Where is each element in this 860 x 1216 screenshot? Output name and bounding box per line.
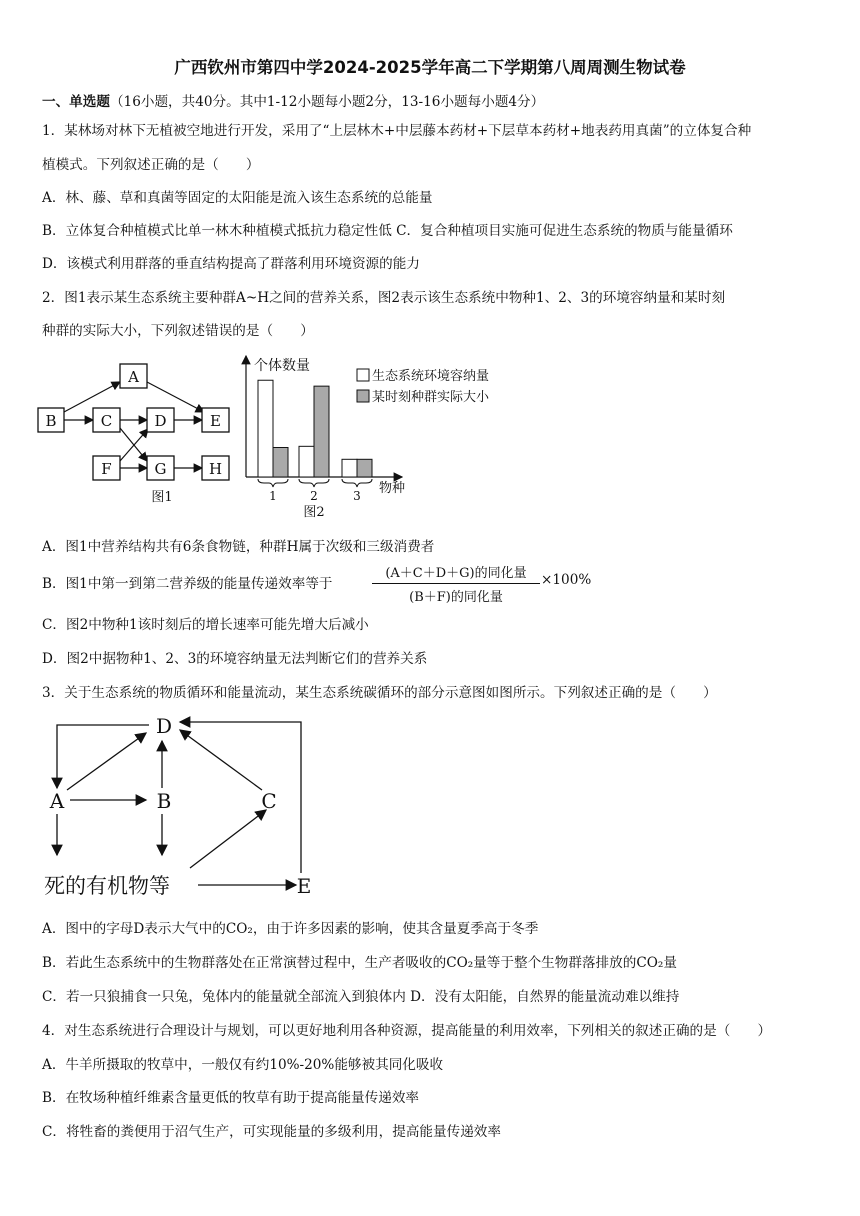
x-axis-label: 物种 (379, 481, 406, 496)
bar-species-3-capacity (342, 459, 357, 477)
legend-actual: 某时刻种群实际大小 (372, 390, 490, 405)
page-title: 广西钦州市第四中学2024-2025学年高二下学期第八周周测生物试卷 (174, 58, 686, 77)
q4-option-b: B．在牧场种植纤维素含量更低的牧草有助于提高能量传递效率 (42, 1090, 420, 1106)
fig2-caption: 图2 (303, 505, 325, 520)
dead-organic-matter-label: 死的有机物等 (44, 874, 170, 898)
x-tick-1: 1 (269, 489, 277, 503)
node-f: F (101, 460, 112, 478)
arrow-dead-c (190, 810, 266, 868)
section-header (42, 90, 544, 110)
q4-option-a: A．牛羊所摄取的牧草中，一般仅有约10%-20%能够被其同化吸收 (42, 1057, 444, 1073)
arrow-a-d (67, 733, 146, 790)
q2-option-d: D．图2中据物种1、2、3的环境容纳量无法判断它们的营养关系 (42, 651, 428, 667)
section-label: 一、单选题 (42, 94, 110, 110)
y-axis-label: 个体数量 (254, 358, 310, 374)
q4-stem: 4．对生态系统进行合理设计与规划，可以更好地利用各种资源，提高能量的利用效率，下列相关的叙述正确的是（ ） (42, 1023, 772, 1039)
q3-option-b: B．若此生态系统中的生物群落处在正常演替过程中，生产者吸收的CO₂量等于整个生物群落排放的CO₂量 (42, 955, 677, 971)
x-tick-3: 3 (353, 489, 361, 503)
node-a: A (49, 789, 65, 813)
legend-capacity: 生态系统环境容纳量 (372, 369, 490, 384)
fraction-numerator: (A＋C＋D＋G)的同化量 (372, 562, 540, 584)
q3-option-cd: C．若一只狼捕食一只兔，兔体内的能量就全部流入到狼体内 D．没有太阳能，自然界的能量流动难以维持 (42, 989, 680, 1005)
q2-option-b-prefix: B．图1中第一到第二营养级的能量传递效率等于 (42, 576, 333, 592)
arrow-d-a (57, 725, 149, 788)
node-h: H (208, 460, 223, 478)
x-tick-2: 2 (310, 489, 318, 503)
q3-option-a: A．图中的字母D表示大气中的CO₂，由于许多因素的影响，使其含量夏季高于冬季 (42, 921, 539, 937)
fig1-caption: 图1 (151, 490, 173, 505)
node-g: G (154, 460, 167, 478)
node-b: B (45, 412, 57, 430)
legend-swatch-capacity (357, 369, 369, 381)
legend-swatch-actual (357, 390, 369, 402)
bar-species-2-actual (314, 386, 329, 477)
q3-stem: 3．关于生态系统的物质循环和能量流动，某生态系统碳循环的部分示意图如图所示。下列叙述正确的是（ ） (42, 685, 717, 701)
arrow-e-d (180, 722, 301, 873)
section-note: （16小题，共40分。其中1-12小题每小题2分，13-16小题每小题4分） (109, 94, 545, 110)
q1-option-d: D．该模式利用群落的垂直结构提高了群落利用环境资源的能力 (42, 256, 420, 272)
q4-option-c: C．将牲畜的粪便用于沼气生产，可实现能量的多级利用，提高能量传递效率 (42, 1124, 501, 1140)
node-d: D (155, 714, 173, 738)
food-web-diagram (36, 358, 236, 510)
bar-species-3-actual (357, 459, 372, 477)
q2-option-b-fraction (372, 562, 540, 605)
arrow-c-d (180, 730, 262, 790)
q1-option-a: A．林、藤、草和真菌等固定的太阳能是流入该生态系统的总能量 (42, 190, 433, 206)
node-b: B (156, 789, 172, 813)
node-e: E (296, 874, 312, 898)
q1-option-bc: B．立体复合种植模式比单一林木种植模式抵抗力稳定性低 C．复合种植项目实施可促进生态系统的物质与能量循环 (42, 223, 733, 239)
node-e: E (210, 412, 221, 430)
node-c: C (261, 789, 277, 813)
q2-option-b-suffix: ×100% (541, 572, 592, 588)
bar-species-1-capacity (258, 380, 273, 477)
q2-option-c: C．图2中物种1该时刻后的增长速率可能先增大后减小 (42, 617, 369, 633)
node-a: A (128, 368, 139, 386)
chart-legend (357, 368, 490, 405)
q2-stem-line1: 2．图1表示某生态系统主要种群A~H之间的营养关系，图2表示该生态系统中物种1、2、3的环境容纳量和某时刻 (42, 290, 726, 306)
bar-species-1-actual (273, 448, 288, 478)
node-d: D (154, 412, 167, 430)
q2-option-a: A．图1中营养结构共有6条食物链，种群H属于次级和三级消费者 (42, 539, 435, 555)
q2-stem-line2: 种群的实际大小，下列叙述错误的是（ ） (42, 323, 314, 339)
category-braces (258, 479, 372, 487)
q1-stem-line1: 1．某林场对林下无植被空地进行开发，采用了“上层林木+中层藤本药材+下层草本药材+地表药用真菌”的立体复合种 (42, 123, 752, 139)
node-c: C (100, 412, 113, 430)
carbon-cycle-diagram (40, 710, 320, 900)
population-bar-chart (236, 352, 528, 522)
fraction-denominator: (B＋F)的同化量 (409, 590, 503, 605)
bar-species-2-capacity (299, 446, 314, 477)
q1-stem-line2: 植模式。下列叙述正确的是（ ） (42, 157, 260, 173)
